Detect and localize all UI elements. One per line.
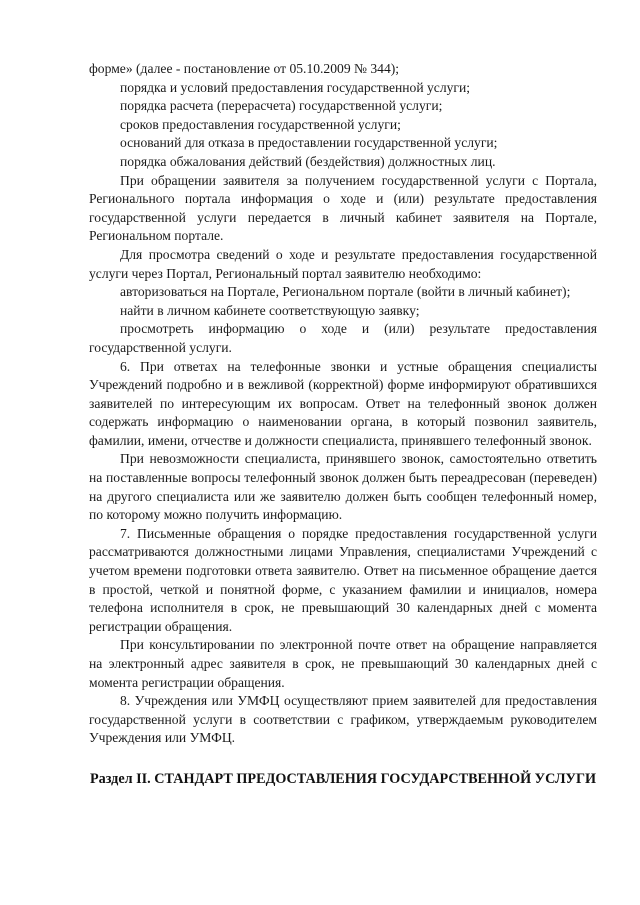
section-heading: Раздел II. СТАНДАРТ ПРЕДОСТАВЛЕНИЯ ГОСУДАРСТВЕННОЙ УСЛУГИ	[89, 770, 597, 787]
paragraph-p09: авторизоваться на Портале, Региональном портале (войти в личный кабинет);	[120, 284, 571, 300]
paragraph-p13: При невозможности специалиста, принявшего звонок, самостоятельно ответить на поставленные вопросы телефонный звонок должен быть переадресован (переведен) на другого специалиста или же заявителю должен быть сообщен телефонный номер, по которому можно получить информацию.	[89, 451, 597, 523]
paragraph-p03: порядка расчета (перерасчета) государственной услуги;	[120, 98, 443, 114]
paragraph-p08: Для просмотра сведений о ходе и результате предоставления государственной услуги через Портал, Региональный портал заявителю необходимо:	[89, 246, 597, 281]
paragraph-p10: найти в личном кабинете соответствующую заявку;	[120, 302, 420, 318]
paragraph-p01: форме» (далее - постановление от 05.10.2009 № 344);	[89, 61, 400, 76]
document-page	[89, 60, 597, 789]
paragraph-p11: просмотреть информацию о ходе и (или) результате предоставления государственной услуги.	[89, 321, 597, 355]
paragraph-p12: 6. При ответах на телефонные звонки и устные обращения специалисты Учреждений подробно и в вежливой (корректной) форме информируют обратившихся заявителей по интересующим их вопросам. Ответ на телефонный звонок должен содержать информацию о наименовании органа, в который позвонил заявитель, фамилии, имени, отчестве и должности специалиста, принявшего телефонный звонок.	[89, 358, 597, 448]
paragraph-p04: сроков предоставления государственной услуги;	[120, 116, 401, 132]
document-body	[89, 60, 597, 748]
paragraph-p15: При консультировании по электронной почте ответ на обращение направляется на электронный адрес заявителя в срок, не превышающий 30 календарных дней с момента регистрации обращения.	[89, 637, 597, 690]
paragraph-p02: порядка и условий предоставления государственной услуги;	[120, 79, 471, 95]
paragraph-p06: порядка обжалования действий (бездействия) должностных лиц.	[120, 153, 496, 169]
paragraph-p05: оснований для отказа в предоставлении государственной услуги;	[120, 135, 498, 151]
paragraph-p16: 8. Учреждения или УМФЦ осуществляют прием заявителей для предоставления государственной услуги в соответствии с графиком, утверждаемым руководителем Учреждения или УМФЦ.	[89, 693, 597, 746]
paragraph-p14: 7. Письменные обращения о порядке предоставления государственной услуги рассматриваются должностными лицами Управления, специалистами Учреждений с учетом времени подготовки ответа заявителю. Ответ на письменное обращение дается в простой, четкой и понятной форме, с указанием фамилии и инициалов, номера телефона исполнителя в срок, не превышающий 30 календарных дней с момента регистрации обращения.	[89, 525, 597, 634]
paragraph-p07: При обращении заявителя за получением государственной услуги с Портала, Регионального портала информация о ходе и (или) результате предоставления государственной услуги передается в личный кабинет заявителя на Портале, Региональном портале.	[89, 172, 597, 244]
